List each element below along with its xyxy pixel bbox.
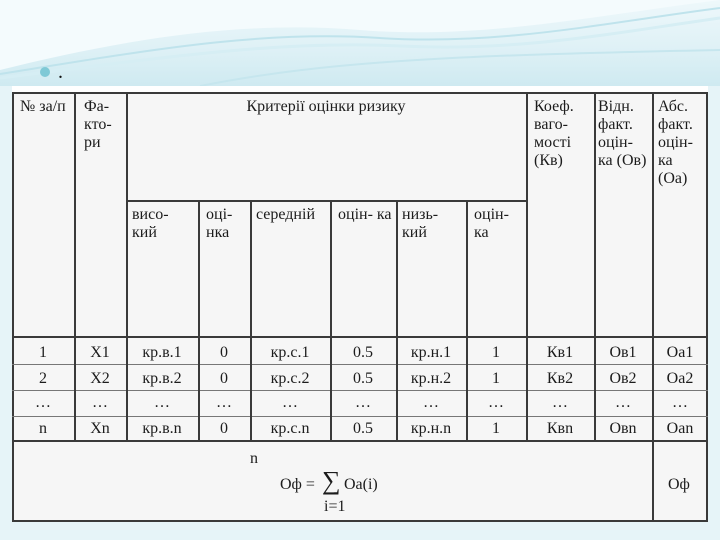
header-num: № за/п — [20, 98, 66, 115]
table-border-top — [12, 92, 708, 94]
table-border-right — [706, 92, 708, 522]
table-cell: Овn — [609, 420, 637, 437]
row-line-3 — [12, 416, 708, 417]
table-border-bottom — [12, 520, 708, 522]
header-criteria: Критерії оцінки ризику — [246, 98, 406, 115]
table-cell: кр.н.n — [410, 420, 452, 437]
table-cell: 1 — [492, 344, 500, 361]
table-cell: … — [35, 394, 51, 411]
table-cell: Оаn — [666, 420, 694, 437]
table-cell: … — [615, 394, 631, 411]
table-cell: кр.н.1 — [410, 344, 452, 361]
header-score3: оцін- ка — [474, 206, 509, 241]
table-cell: кр.н.2 — [410, 370, 452, 387]
row-line-1 — [12, 364, 708, 365]
table-cell: Оа2 — [666, 370, 694, 387]
formula-upper-limit: n — [250, 450, 258, 467]
formula-lhs: Оф = — [280, 476, 315, 493]
table-cell: 0.5 — [353, 344, 373, 361]
table-cell: … — [216, 394, 232, 411]
table-cell: … — [488, 394, 504, 411]
header-high: висо- кий — [132, 206, 169, 241]
bullet-item — [40, 62, 63, 82]
row-line-2 — [12, 390, 708, 391]
table-cell: … — [92, 394, 108, 411]
header-medium: середній — [256, 206, 315, 223]
formula-rhs: Оа(i) — [344, 476, 378, 493]
table-cell: Ов1 — [609, 344, 637, 361]
slide-header — [0, 0, 720, 86]
col-line-rel — [652, 92, 654, 522]
formula-row-line — [12, 440, 708, 442]
table-cell: … — [552, 394, 568, 411]
table-cell: … — [672, 394, 688, 411]
table-cell: Квn — [546, 420, 574, 437]
table-cell: 0.5 — [353, 370, 373, 387]
table-cell: 1 — [492, 370, 500, 387]
formula-lower-limit: i=1 — [324, 498, 346, 515]
header-rel: Відн. факт. оцін- ка (Ов) — [598, 98, 647, 169]
table-cell: кр.в.1 — [142, 344, 182, 361]
header-coef: Коеф. ваго- мості (Кв) — [534, 98, 574, 169]
right-border-strip — [708, 86, 720, 540]
formula-sigma: ∑ — [322, 466, 341, 495]
header-bottom-line — [12, 336, 708, 338]
result-cell: Оф — [668, 476, 690, 493]
table-cell: кр.с.1 — [270, 344, 310, 361]
risk-assessment-table — [12, 92, 708, 522]
table-border-left — [12, 92, 14, 522]
bullet-icon — [40, 67, 50, 77]
table-cell: 1 — [39, 344, 47, 361]
table-cell: Кв1 — [546, 344, 574, 361]
table-cell: n — [39, 420, 47, 437]
table-cell: Кв2 — [546, 370, 574, 387]
decorative-wave — [0, 0, 720, 86]
table-cell: кр.в.n — [142, 420, 182, 437]
header-abs: Абс. факт. оцін- ка (Оа) — [658, 98, 693, 187]
table-cell: 0 — [220, 344, 228, 361]
table-cell: Оа1 — [666, 344, 694, 361]
table-cell: Xn — [90, 420, 110, 437]
table-cell: … — [282, 394, 298, 411]
left-border-strip — [0, 86, 12, 540]
table-cell: Ов2 — [609, 370, 637, 387]
bullet-text: . — [58, 61, 63, 83]
table-cell: … — [355, 394, 371, 411]
bottom-border-strip — [0, 522, 720, 540]
header-score2: оцін- ка — [338, 206, 392, 223]
table-cell: X1 — [90, 344, 110, 361]
table-cell: кр.с.2 — [270, 370, 310, 387]
header-low: низь- кий — [402, 206, 439, 241]
table-cell: … — [423, 394, 439, 411]
table-cell: 0 — [220, 420, 228, 437]
table-cell: кр.с.n — [270, 420, 310, 437]
table-cell: кр.в.2 — [142, 370, 182, 387]
table-cell: … — [154, 394, 170, 411]
header-factors: Фа- кто- ри — [84, 98, 112, 151]
table-cell: X2 — [90, 370, 110, 387]
table-cell: 0 — [220, 370, 228, 387]
table-cell: 1 — [492, 420, 500, 437]
header-score1: оці- нка — [206, 206, 233, 241]
table-cell: 2 — [39, 370, 47, 387]
table-cell: 0.5 — [353, 420, 373, 437]
